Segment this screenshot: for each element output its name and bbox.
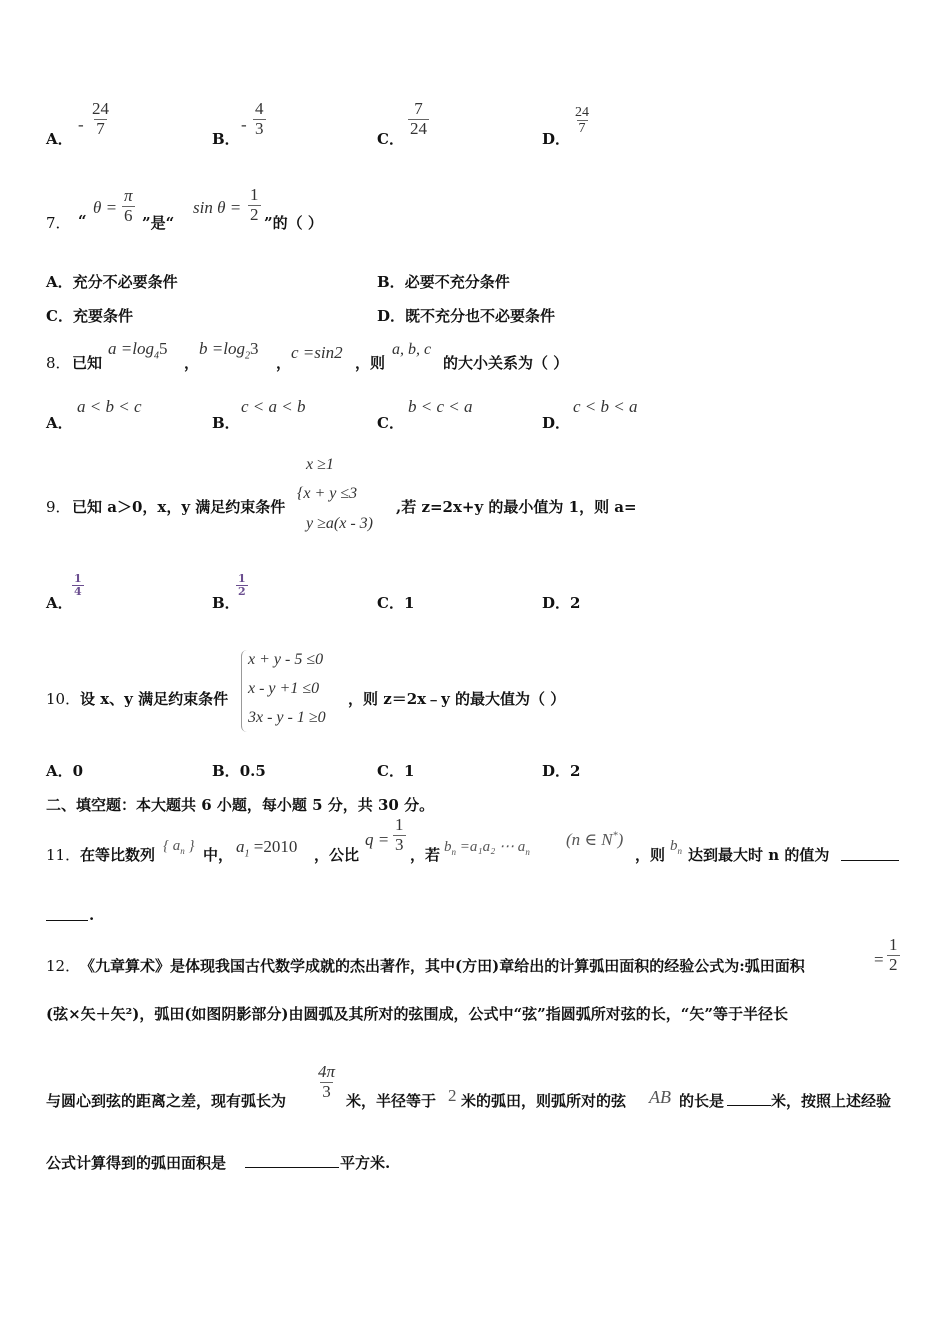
q8-option-a-label: A． bbox=[46, 414, 73, 432]
seq-close: } bbox=[184, 838, 195, 854]
q11-condition bbox=[566, 830, 623, 850]
option-text: 既不充分也不必要条件 bbox=[405, 307, 556, 325]
q11-q-fraction bbox=[393, 816, 406, 854]
denominator: 7 bbox=[578, 121, 586, 137]
q7-option-b bbox=[377, 271, 510, 292]
bn-expr-text: =a₁a₂ ⋯ a bbox=[456, 839, 526, 855]
q8-tail: 的大小关系为（ ） bbox=[443, 354, 569, 372]
q7-number: 7． bbox=[46, 214, 71, 232]
q12-line-3-b: 米，半径等于 bbox=[346, 1092, 437, 1110]
q7-mid: ”是“ bbox=[142, 214, 175, 232]
q8-option-d-text: c < b < a bbox=[573, 397, 638, 416]
q8-number: 8． bbox=[46, 354, 71, 372]
q8-option-b-text: c < a < b bbox=[241, 397, 306, 416]
bn-expr-sub: n bbox=[525, 847, 530, 857]
numerator: 24 bbox=[92, 99, 109, 118]
q10-sys-line-2: x - y +1 ≤0 bbox=[248, 680, 320, 697]
option-label: B． bbox=[212, 762, 240, 780]
q12-half-fraction bbox=[887, 936, 900, 974]
cond-text: (n ∈ N bbox=[566, 830, 613, 849]
denominator: 4 bbox=[74, 585, 82, 599]
q9-sys-line-3: y ≥a(x - 3) bbox=[306, 515, 373, 532]
q8-option-c-label: C． bbox=[377, 414, 404, 432]
b-expr-sub: 2 bbox=[244, 350, 250, 362]
seq-text: { a bbox=[163, 838, 181, 854]
option-text: 1 bbox=[403, 594, 415, 612]
q12-number: 12． bbox=[46, 957, 81, 975]
q6-option-b-label: B． bbox=[212, 130, 240, 148]
q8-option-d-label: D． bbox=[542, 414, 571, 432]
q11-seq bbox=[163, 838, 195, 856]
q12-line-1: 《九章算术》是体现我国古代数学成就的杰出著作，其中(方田)章给出的计算弧田面积的经验公式为:弧田面积 bbox=[80, 957, 805, 975]
q12-line-4-b: 平方米. bbox=[340, 1154, 391, 1172]
q9-tail: ,若 z=2x+y 的最小值为 1，则 a= bbox=[396, 498, 637, 516]
numerator: 1 bbox=[889, 935, 898, 954]
q6-option-c-fraction bbox=[408, 100, 429, 138]
option-label: D． bbox=[542, 594, 571, 612]
q11-q-lhs: q = bbox=[365, 830, 390, 849]
q10-option-a bbox=[46, 760, 83, 781]
option-label: D． bbox=[542, 762, 571, 780]
q12-line-3-e: 米，按照上述经验 bbox=[771, 1092, 892, 1110]
numerator: π bbox=[124, 186, 133, 205]
a-expr-sub: 4 bbox=[153, 350, 159, 362]
q12-chord-answer-blank[interactable] bbox=[727, 1105, 771, 1106]
q12-line-3-a: 与圆心到弦的距离之差，现有弧长为 bbox=[46, 1092, 287, 1110]
q8-abc: a, b, c bbox=[392, 341, 432, 358]
q12-arc-fraction bbox=[316, 1063, 337, 1101]
q12-line-3-d: 的长是 bbox=[679, 1092, 725, 1110]
q11-tail: 达到最大时 n 的值为 bbox=[688, 846, 830, 864]
q12-line-4-a: 公式计算得到的弧田面积是 bbox=[46, 1154, 227, 1172]
denominator: 3 bbox=[255, 118, 264, 138]
q10-option-b bbox=[212, 760, 266, 781]
q10-brace bbox=[241, 650, 248, 732]
bn-text: b bbox=[444, 839, 452, 855]
q11-lead: 在等比数列 bbox=[80, 846, 156, 864]
q7-option-c bbox=[46, 305, 133, 326]
q11-mid1: 中， bbox=[203, 846, 234, 864]
q9-option-c bbox=[377, 592, 414, 613]
numerator: 1 bbox=[395, 815, 404, 834]
option-label: C． bbox=[377, 594, 404, 612]
bn2-sub: n bbox=[677, 846, 682, 856]
denominator: 2 bbox=[889, 954, 898, 974]
q8-comma2: ， bbox=[276, 354, 292, 372]
numerator: 1 bbox=[238, 572, 246, 585]
q6-option-b-sign: - bbox=[241, 115, 247, 134]
cond-close: ) bbox=[617, 830, 624, 849]
bn-sub: n bbox=[451, 847, 456, 857]
q11-a1 bbox=[236, 837, 297, 859]
denominator: 3 bbox=[322, 1081, 331, 1101]
q11-number: 11． bbox=[46, 846, 81, 864]
q8-option-c-text: b < c < a bbox=[408, 397, 473, 416]
b-expr-tail: 3 bbox=[249, 339, 259, 358]
denominator: 6 bbox=[124, 205, 133, 225]
denominator: 7 bbox=[96, 118, 105, 138]
q6-option-b-fraction bbox=[253, 100, 266, 138]
numerator: 4 bbox=[255, 99, 264, 118]
option-text: 充分不必要条件 bbox=[72, 273, 178, 291]
option-label: A． bbox=[46, 273, 73, 291]
q10-option-c bbox=[377, 760, 414, 781]
q10-lead: 设 x、y 满足约束条件 bbox=[80, 690, 229, 708]
q6-option-a-fraction bbox=[90, 100, 111, 138]
denominator: 2 bbox=[250, 204, 259, 224]
denominator: 2 bbox=[238, 585, 246, 599]
q9-option-a-label: A． bbox=[46, 594, 73, 612]
section-2-title: 二、填空题：本大题共 6 小题，每小题 5 分，共 30 分。 bbox=[46, 796, 435, 814]
q10-tail: ，则 z＝2x﹣y 的最大值为（ ） bbox=[348, 690, 566, 708]
q11-answer-blank-2[interactable] bbox=[46, 920, 88, 921]
q9-sys-line-1: x ≥1 bbox=[306, 456, 334, 473]
option-label: D． bbox=[377, 307, 406, 325]
q8-option-b-label: B． bbox=[212, 414, 240, 432]
option-label: A． bbox=[46, 762, 73, 780]
numerator: 7 bbox=[414, 99, 423, 118]
q6-option-a-sign: - bbox=[78, 115, 84, 134]
numerator: 1 bbox=[250, 185, 259, 204]
q6-option-a-label: A． bbox=[46, 130, 73, 148]
option-text: 1 bbox=[403, 762, 415, 780]
q11-mid2: ，公比 bbox=[314, 846, 360, 864]
option-text: 2 bbox=[570, 762, 581, 780]
q12-line-3-c: 米的弧田，则弧所对的弦 bbox=[461, 1092, 627, 1110]
q7-sin-lhs: sin θ = bbox=[193, 198, 242, 217]
q8-lead: 已知 bbox=[72, 354, 103, 372]
q10-number: 10． bbox=[46, 690, 81, 708]
a-expr-tail: 5 bbox=[158, 339, 168, 358]
q11-bn2 bbox=[670, 838, 682, 856]
bn2-text: b bbox=[670, 838, 678, 854]
numerator: 1 bbox=[74, 572, 82, 585]
q8-option-a-text: a < b < c bbox=[77, 397, 142, 416]
q12-equals: = bbox=[874, 950, 884, 969]
option-text: 充要条件 bbox=[72, 307, 133, 325]
q12-area-answer-blank[interactable] bbox=[245, 1167, 339, 1168]
seq-sub: n bbox=[180, 846, 185, 856]
denominator: 3 bbox=[395, 834, 404, 854]
q9-option-b-fraction bbox=[236, 573, 248, 598]
cond-sup: * bbox=[612, 830, 618, 842]
q12-ab: AB bbox=[649, 1087, 671, 1107]
q6-option-c-label: C． bbox=[377, 130, 404, 148]
q9-sys-line-2: {x + y ≤3 bbox=[297, 485, 358, 502]
numerator: 4π bbox=[318, 1062, 336, 1081]
option-label: C． bbox=[46, 307, 73, 325]
q7-theta-lhs: θ = bbox=[93, 198, 118, 217]
q9-option-d bbox=[542, 592, 580, 613]
q11-bn-expr bbox=[444, 837, 530, 857]
q9-option-a-fraction bbox=[72, 573, 84, 598]
q8-c-expr: c =sin2 bbox=[291, 343, 343, 362]
denominator: 24 bbox=[410, 118, 427, 138]
numerator: 24 bbox=[575, 105, 589, 120]
q7-option-d bbox=[377, 305, 555, 326]
a1-val: =2010 bbox=[249, 837, 298, 856]
q8-a-expr bbox=[108, 339, 167, 361]
q11-answer-blank-1[interactable] bbox=[841, 860, 899, 861]
q9-option-b-label: B． bbox=[212, 594, 240, 612]
option-label: B． bbox=[377, 273, 405, 291]
a1-sub: 1 bbox=[244, 848, 250, 860]
option-label: C． bbox=[377, 762, 404, 780]
b-expr-text: b =log bbox=[199, 339, 245, 358]
q10-option-d bbox=[542, 760, 580, 781]
q11-mid4: ，则 bbox=[635, 846, 666, 864]
option-text: 0.5 bbox=[239, 762, 266, 780]
q7-tail: ”的（ ） bbox=[264, 214, 323, 232]
q9-lead: 已知 a＞0，x，y 满足约束条件 bbox=[72, 498, 286, 516]
q6-option-d-label: D． bbox=[542, 130, 571, 148]
option-text: 必要不充分条件 bbox=[404, 273, 510, 291]
q10-sys-line-1: x + y - 5 ≤0 bbox=[248, 651, 324, 668]
q6-option-d-fraction bbox=[573, 105, 591, 137]
q7-pi-over-6 bbox=[122, 187, 135, 225]
q9-number: 9． bbox=[46, 498, 71, 516]
option-text: 2 bbox=[570, 594, 581, 612]
option-text: 0 bbox=[72, 762, 84, 780]
q7-open-quote: “ bbox=[78, 212, 87, 230]
q8-then: ，则 bbox=[355, 354, 386, 372]
q10-sys-line-3: 3x - y - 1 ≥0 bbox=[248, 709, 326, 726]
q8-b-expr bbox=[199, 339, 258, 361]
q12-radius: 2 bbox=[448, 1086, 457, 1105]
q7-one-half bbox=[248, 186, 261, 224]
q8-comma1: ， bbox=[184, 354, 200, 372]
q12-line-2: (弦×矢＋矢²)，弧田(如图阴影部分)由圆弧及其所对的弦围成，公式中“弦”指圆弧所对弦的长，“矢”等于半径长 bbox=[46, 1005, 789, 1023]
q11-end: . bbox=[89, 906, 95, 924]
a1-text: a bbox=[236, 837, 245, 856]
q7-option-a bbox=[46, 271, 178, 292]
q11-mid3: ，若 bbox=[410, 846, 441, 864]
a-expr-text: a =log bbox=[108, 339, 154, 358]
